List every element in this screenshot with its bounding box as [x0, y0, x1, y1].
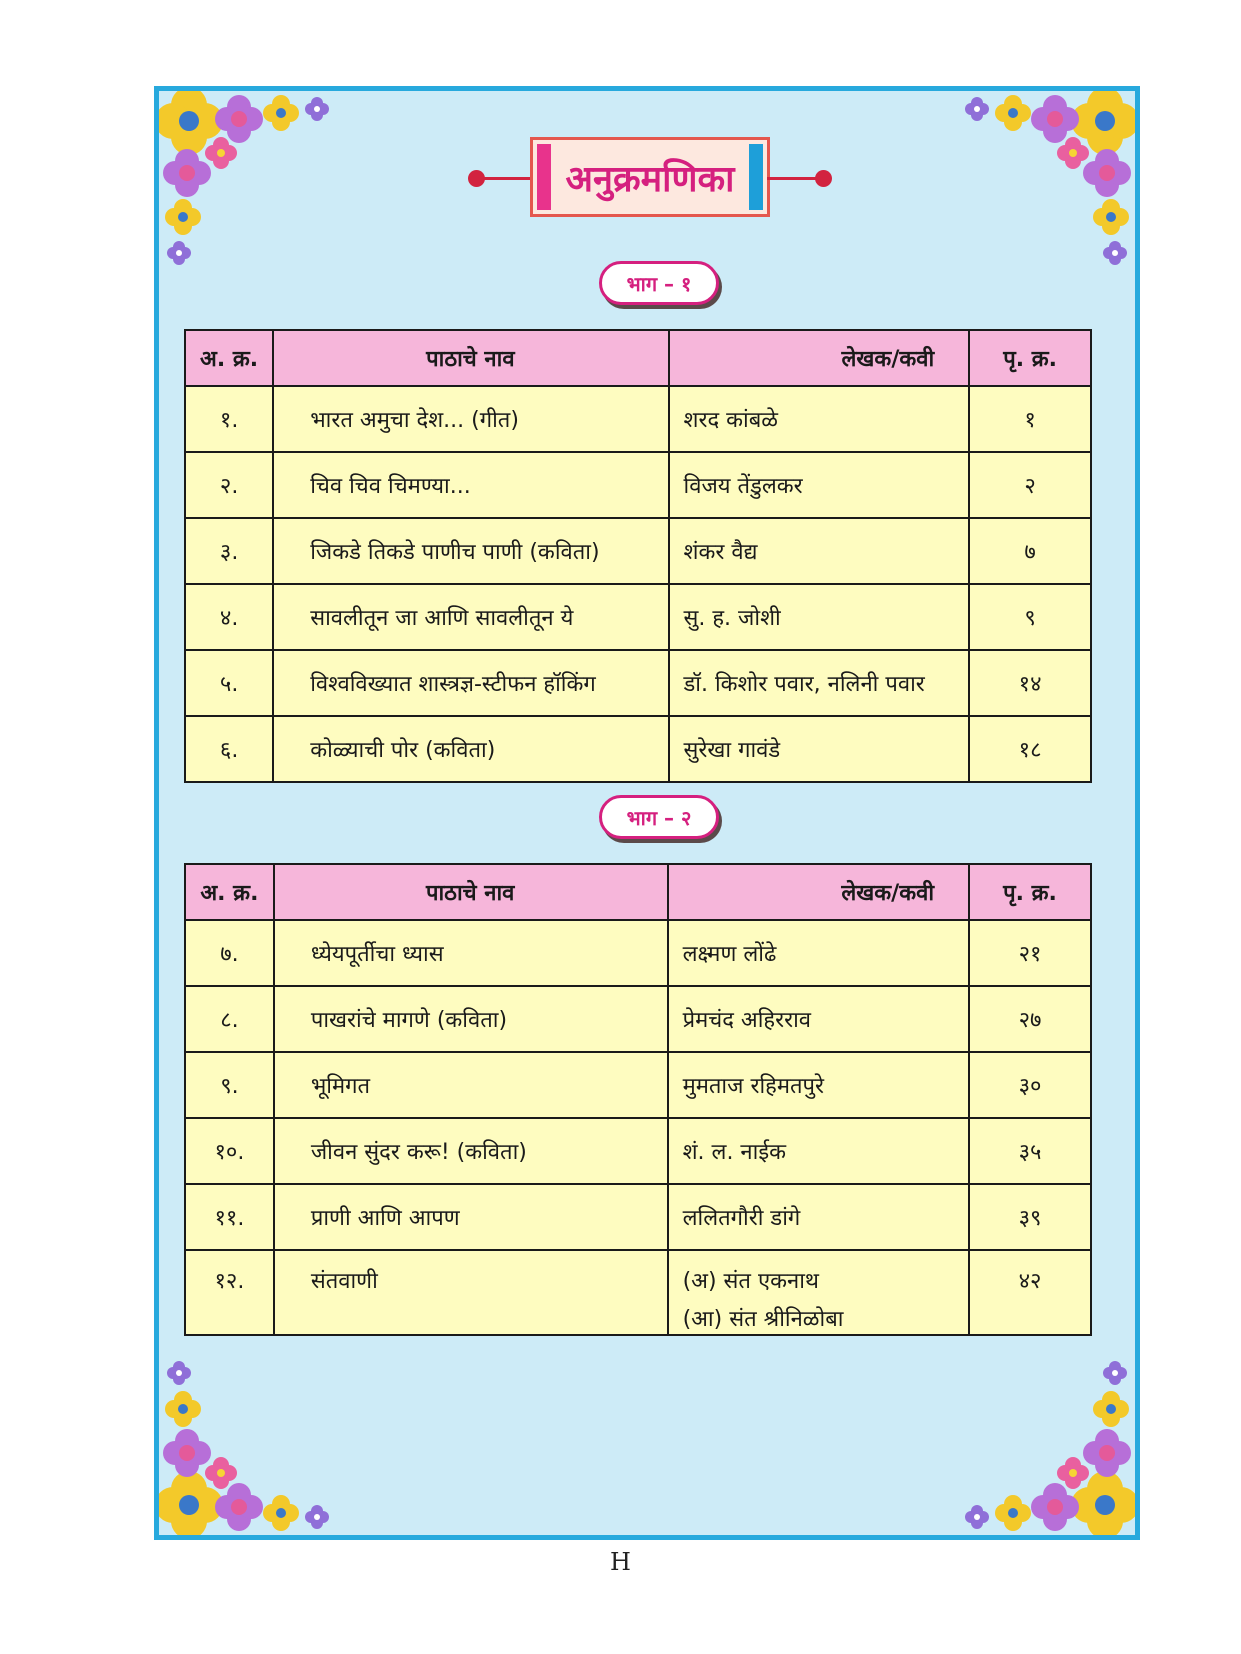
row-author: सुरेखा गावंडे: [669, 716, 970, 782]
table-row: [185, 716, 1091, 782]
row-sr: ५.: [185, 650, 273, 716]
row-sr: १.: [185, 386, 273, 452]
row-author-cell: [668, 1250, 969, 1335]
table-row: [185, 386, 1091, 452]
row-lesson: कोळ्याची पोर (कविता): [273, 716, 668, 782]
row-page: ३९: [969, 1184, 1091, 1250]
table-row: [185, 518, 1091, 584]
row-sr: १२.: [185, 1250, 274, 1335]
table-row: [185, 1184, 1091, 1250]
table-row: [185, 584, 1091, 650]
row-author-2: (आ) संत श्रीनिळोबा: [682, 1307, 844, 1332]
table-row: [185, 1052, 1091, 1118]
row-lesson: चिव चिव चिमण्या...: [273, 452, 668, 518]
row-author: शरद कांबळे: [669, 386, 970, 452]
header-lesson: पाठाचे नाव: [274, 864, 668, 920]
row-page: ७: [969, 518, 1091, 584]
row-page: ३०: [969, 1052, 1091, 1118]
part-1-table: [184, 329, 1092, 783]
row-lesson: विश्वविख्यात शास्त्रज्ञ-स्टीफन हॉकिंग: [273, 650, 668, 716]
row-lesson: जिकडे तिकडे पाणीच पाणी (कविता): [273, 518, 668, 584]
row-lesson: संतवाणी: [274, 1250, 668, 1335]
title-left-line: [477, 177, 533, 180]
table-row: [185, 1250, 1091, 1335]
title-banner: [159, 137, 1135, 221]
page-title: अनुक्रमणिका: [565, 158, 735, 200]
table-row: [185, 452, 1091, 518]
row-author: प्रेमचंद अहिरराव: [668, 986, 969, 1052]
part-1-label: भाग – १: [599, 261, 719, 305]
table-header-row: [185, 864, 1091, 920]
row-sr: २.: [185, 452, 273, 518]
header-author: लेखक/कवी: [669, 330, 970, 386]
row-sr: ९.: [185, 1052, 274, 1118]
row-page: २७: [969, 986, 1091, 1052]
header-author: लेखक/कवी: [668, 864, 969, 920]
header-page: पृ. क्र.: [969, 330, 1091, 386]
row-page: ४२: [969, 1250, 1091, 1335]
page-footer-letter: H: [610, 1548, 631, 1576]
row-page: १८: [969, 716, 1091, 782]
part-2-label: भाग – २: [599, 795, 719, 839]
row-sr: ११.: [185, 1184, 274, 1250]
row-sr: १०.: [185, 1118, 274, 1184]
table-header-row: [185, 330, 1091, 386]
table-row: [185, 986, 1091, 1052]
row-lesson: भारत अमुचा देश... (गीत): [273, 386, 668, 452]
row-author: डॉ. किशोर पवार, नलिनी पवार: [669, 650, 970, 716]
row-lesson: पाखरांचे मागणे (कविता): [274, 986, 668, 1052]
row-lesson: प्राणी आणि आपण: [274, 1184, 668, 1250]
row-page: ३५: [969, 1118, 1091, 1184]
page-frame: [154, 86, 1140, 1540]
title-pink-bar: [537, 144, 551, 210]
header-sr: अ. क्र.: [185, 330, 273, 386]
flower-corner-icon: [159, 1345, 349, 1535]
table-row: [185, 650, 1091, 716]
row-author: (अ) संत एकनाथ: [682, 1269, 819, 1294]
row-sr: ३.: [185, 518, 273, 584]
table-row: [185, 1118, 1091, 1184]
row-page: २: [969, 452, 1091, 518]
row-lesson: जीवन सुंदर करू! (कविता): [274, 1118, 668, 1184]
row-lesson: सावलीतून जा आणि सावलीतून ये: [273, 584, 668, 650]
part-2-table: [184, 863, 1092, 1336]
row-sr: ८.: [185, 986, 274, 1052]
row-author: शं. ल. नाईक: [668, 1118, 969, 1184]
row-author: मुमताज रहिमतपुरे: [668, 1052, 969, 1118]
row-page: २१: [969, 920, 1091, 986]
row-page: १: [969, 386, 1091, 452]
title-box: [530, 137, 770, 217]
row-author: शंकर वैद्य: [669, 518, 970, 584]
row-author: लक्ष्मण लोंढे: [668, 920, 969, 986]
row-lesson: ध्येयपूर्तीचा ध्यास: [274, 920, 668, 986]
title-blue-bar: [749, 144, 763, 210]
row-author: सु. ह. जोशी: [669, 584, 970, 650]
header-page: पृ. क्र.: [969, 864, 1091, 920]
row-lesson: भूमिगत: [274, 1052, 668, 1118]
header-sr: अ. क्र.: [185, 864, 274, 920]
row-page: ९: [969, 584, 1091, 650]
flower-corner-icon: [945, 1345, 1135, 1535]
header-lesson: पाठाचे नाव: [273, 330, 668, 386]
row-page: १४: [969, 650, 1091, 716]
row-sr: ४.: [185, 584, 273, 650]
row-sr: ६.: [185, 716, 273, 782]
row-author: ललितगौरी डांगे: [668, 1184, 969, 1250]
title-right-dot: [815, 170, 832, 187]
row-author: विजय तेंडुलकर: [669, 452, 970, 518]
row-sr: ७.: [185, 920, 274, 986]
table-row: [185, 920, 1091, 986]
